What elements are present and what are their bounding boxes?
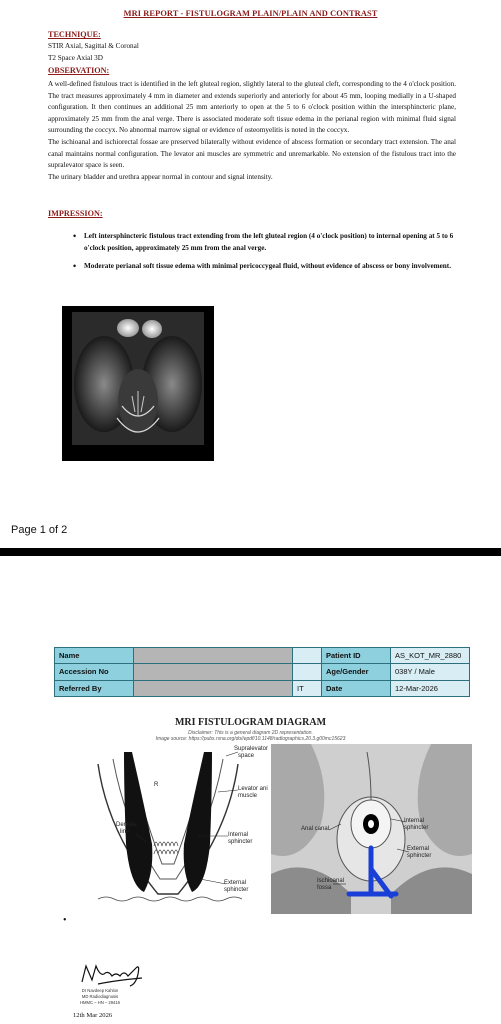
report-page-2 — [0, 556, 501, 1024]
label-internal-axial: Internal — [404, 818, 425, 824]
redacted-accession — [134, 664, 293, 680]
date-value: 12-Mar-2026 — [391, 680, 470, 696]
referred-by-label: Referred By — [55, 680, 134, 696]
patient-id-value: AS_KOT_MR_2880 — [391, 648, 470, 664]
doctor-registration: HMMC – HN – 29416 — [79, 1000, 121, 1005]
patient-info-table — [54, 647, 470, 697]
table-row — [55, 680, 470, 696]
observation-paragraph: The ischioanal and ischiorectal fossae are preserved bilaterally without evidence of abscess formation or secondary tract extension. The anal canal maintains normal configuration. The levator ani muscles are symmetric and unremarkable. No extension of the fistulous tract into the supralevator space is seen. — [48, 137, 456, 170]
anal-canal-axial-diagram — [271, 744, 472, 914]
impression-list — [73, 231, 458, 280]
accession-label: Accession No — [55, 664, 134, 680]
doctor-signature — [78, 958, 148, 988]
impression-item: • Left intersphincteric fistulous tract extending from the left gluteal region (4 o'clock position) to internal opening at 5 to 6 o'clock position, approximately 25 mm from the anal verge. — [73, 231, 458, 254]
impression-item: • Moderate perianal soft tissue edema with minimal pericoccygeal fluid, without evidence of abscess or bony involvement. — [73, 261, 458, 273]
diagram-image-source: Image source: https://pubs.rsna.org/doi/epdf/10.1148/radiographics.20.3.g00mc15623 — [155, 736, 346, 742]
report-date: 12th Mar 2026 — [73, 1012, 113, 1019]
anal-canal-coronal-diagram — [88, 744, 268, 914]
observation-paragraph: A well-defined fistulous tract is identified in the left gluteal region, slightly lateral to the gluteal cleft, corresponding to the 4 o'clock position. The tract measures approximately 4 mm in diameter and extends superiorly and anteriorly for about 45 mm, looping medially in a U-shaped configuration. It then continues an additional 25 mm anteriorly to open at the 5 to 6 o'clock position within the intersphincteric plane, approximately 25 mm from the anal verge. There is associated moderate soft tissue edema in the perianal region with minimal fluid signal surrounding the coccyx. No abnormal marrow signal or evidence of osteomyelitis is noted in the coccyx. — [48, 80, 456, 135]
bullet-mark: • — [63, 915, 67, 926]
observation-text — [48, 79, 456, 183]
label-anal-canal: Anal canal — [301, 826, 330, 832]
label-external-2: sphincter — [224, 887, 249, 893]
diagram-title: MRI FISTULOGRAM DIAGRAM — [174, 717, 327, 728]
technique-line: STIR Axial, Sagittal & Coronal — [48, 42, 139, 50]
label-internal: Internal — [228, 832, 249, 838]
table-row — [55, 648, 470, 664]
label-dentate: Dentate — [116, 822, 138, 828]
label-levator-2: muscle — [238, 793, 258, 799]
label-ischioanal: Ischioanal — [317, 878, 345, 884]
table-row — [55, 664, 470, 680]
impression-heading: IMPRESSION: — [48, 209, 103, 218]
age-gender-label: Age/Gender — [322, 664, 391, 680]
age-gender-value: 038Y / Male — [391, 664, 470, 680]
redacted-referrer — [134, 680, 293, 696]
date-label: Date — [322, 680, 391, 696]
label-ischioanal-2: fossa — [317, 885, 332, 891]
mri-image — [62, 306, 214, 461]
label-supralevator-2: space — [238, 753, 255, 759]
report-title: MRI REPORT - FISTULOGRAM PLAIN/PLAIN AND CONTRAST — [123, 9, 378, 18]
name-label: Name — [55, 648, 134, 664]
observation-paragraph: The urinary bladder and urethra appear normal in contour and signal intensity. — [48, 172, 273, 181]
label-external-axial: External — [407, 846, 430, 852]
label-external-axial-2: sphincter — [407, 853, 432, 859]
diagram-disclaimer: Disclaimer: This is a general diagram 2D representation. — [188, 730, 313, 736]
label-supralevator: Supralevator — [234, 746, 268, 752]
label-dentate-2: line — [120, 829, 130, 835]
label-internal-axial-2: sphincter — [404, 825, 429, 831]
label-external: External — [224, 880, 247, 886]
referred-fragment: IT — [293, 680, 322, 696]
doctor-qualification: MD Radiodiagnosis — [81, 994, 119, 999]
doctor-name: Dr Navdeep Kahlon — [81, 988, 119, 993]
patient-id-label: Patient ID — [322, 648, 391, 664]
page-number: Page 1 of 2 — [11, 524, 68, 536]
label-levator: Levator ani — [238, 786, 268, 792]
technique-heading: TECHNIQUE: — [48, 30, 101, 39]
label-internal-2: sphincter — [228, 839, 253, 845]
technique-line: T2 Space Axial 3D — [48, 54, 103, 62]
redacted-name — [134, 648, 293, 664]
observation-heading: OBSERVATION: — [48, 66, 110, 75]
label-r: R — [154, 782, 159, 788]
